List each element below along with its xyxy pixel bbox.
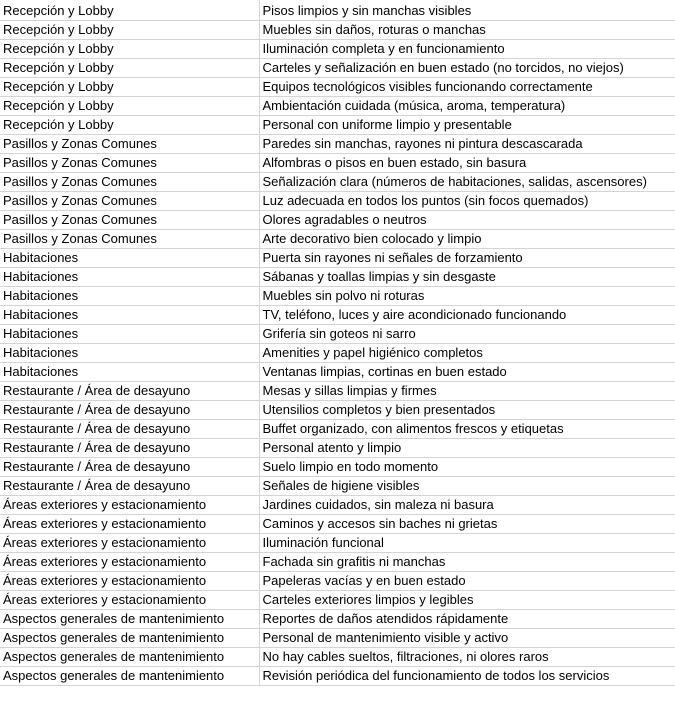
- cell-area[interactable]: Habitaciones: [0, 248, 259, 267]
- table-row: [0, 172, 675, 191]
- cell-area[interactable]: Habitaciones: [0, 362, 259, 381]
- cell-checklist-item[interactable]: Jardines cuidados, sin maleza ni basura: [259, 495, 675, 514]
- cell-checklist-item[interactable]: Muebles sin daños, roturas o manchas: [259, 20, 675, 39]
- cell-area[interactable]: Recepción y Lobby: [0, 20, 259, 39]
- cell-area[interactable]: Áreas exteriores y estacionamiento: [0, 495, 259, 514]
- cell-checklist-item[interactable]: Suelo limpio en todo momento: [259, 457, 675, 476]
- table-row: [0, 647, 675, 666]
- table-row: [0, 96, 675, 115]
- cell-area[interactable]: Áreas exteriores y estacionamiento: [0, 590, 259, 609]
- cell-checklist-item[interactable]: Olores agradables o neutros: [259, 210, 675, 229]
- cell-checklist-item[interactable]: Alfombras o pisos en buen estado, sin basura: [259, 153, 675, 172]
- cell-checklist-item[interactable]: Iluminación completa y en funcionamiento: [259, 39, 675, 58]
- cell-checklist-item[interactable]: Iluminación funcional: [259, 533, 675, 552]
- cell-area[interactable]: Restaurante / Área de desayuno: [0, 419, 259, 438]
- cell-area[interactable]: Recepción y Lobby: [0, 39, 259, 58]
- cell-checklist-item[interactable]: Carteles y señalización en buen estado (no torcidos, no viejos): [259, 58, 675, 77]
- table-row: [0, 628, 675, 647]
- table-row: [0, 210, 675, 229]
- cell-area[interactable]: Recepción y Lobby: [0, 77, 259, 96]
- table-row: [0, 134, 675, 153]
- cell-area[interactable]: Habitaciones: [0, 343, 259, 362]
- cell-checklist-item[interactable]: Luz adecuada en todos los puntos (sin focos quemados): [259, 191, 675, 210]
- cell-checklist-item[interactable]: Revisión periódica del funcionamiento de todos los servicios: [259, 666, 675, 685]
- cell-checklist-item[interactable]: Mesas y sillas limpias y firmes: [259, 381, 675, 400]
- table-row: [0, 533, 675, 552]
- cell-checklist-item[interactable]: Amenities y papel higiénico completos: [259, 343, 675, 362]
- cell-checklist-item[interactable]: Personal atento y limpio: [259, 438, 675, 457]
- cell-area[interactable]: Restaurante / Área de desayuno: [0, 381, 259, 400]
- cell-area[interactable]: Aspectos generales de mantenimiento: [0, 647, 259, 666]
- table-row: [0, 229, 675, 248]
- table-row: [0, 590, 675, 609]
- cell-area[interactable]: Pasillos y Zonas Comunes: [0, 210, 259, 229]
- table-row: [0, 343, 675, 362]
- cell-area[interactable]: Restaurante / Área de desayuno: [0, 457, 259, 476]
- table-row: [0, 514, 675, 533]
- table-row: [0, 400, 675, 419]
- cell-area[interactable]: Pasillos y Zonas Comunes: [0, 229, 259, 248]
- table-row: [0, 666, 675, 685]
- cell-area[interactable]: Recepción y Lobby: [0, 96, 259, 115]
- cell-checklist-item[interactable]: Caminos y accesos sin baches ni grietas: [259, 514, 675, 533]
- cell-area[interactable]: Áreas exteriores y estacionamiento: [0, 514, 259, 533]
- table-row: [0, 438, 675, 457]
- cell-area[interactable]: Restaurante / Área de desayuno: [0, 400, 259, 419]
- table-row: [0, 419, 675, 438]
- cell-checklist-item[interactable]: Personal con uniforme limpio y presentable: [259, 115, 675, 134]
- cell-area[interactable]: Recepción y Lobby: [0, 58, 259, 77]
- cell-area[interactable]: Recepción y Lobby: [0, 115, 259, 134]
- cell-checklist-item[interactable]: Pisos limpios y sin manchas visibles: [259, 0, 675, 20]
- table-row: [0, 362, 675, 381]
- table-row: [0, 191, 675, 210]
- cell-checklist-item[interactable]: Utensilios completos y bien presentados: [259, 400, 675, 419]
- cell-area[interactable]: Aspectos generales de mantenimiento: [0, 666, 259, 685]
- cell-area[interactable]: Habitaciones: [0, 305, 259, 324]
- cell-area[interactable]: Pasillos y Zonas Comunes: [0, 134, 259, 153]
- table-row: [0, 20, 675, 39]
- cell-checklist-item[interactable]: Fachada sin grafitis ni manchas: [259, 552, 675, 571]
- cell-checklist-item[interactable]: Paredes sin manchas, rayones ni pintura descascarada: [259, 134, 675, 153]
- table-row: [0, 153, 675, 172]
- table-row: [0, 58, 675, 77]
- cell-area[interactable]: Habitaciones: [0, 324, 259, 343]
- table-row: [0, 0, 675, 20]
- table-row: [0, 552, 675, 571]
- table-row: [0, 115, 675, 134]
- table-row: [0, 609, 675, 628]
- table-row: [0, 267, 675, 286]
- table-row: [0, 39, 675, 58]
- table-row: [0, 77, 675, 96]
- cell-area[interactable]: Restaurante / Área de desayuno: [0, 438, 259, 457]
- cell-area[interactable]: Recepción y Lobby: [0, 0, 259, 20]
- cell-area[interactable]: Áreas exteriores y estacionamiento: [0, 571, 259, 590]
- table-row: [0, 248, 675, 267]
- table-row: [0, 305, 675, 324]
- cell-checklist-item[interactable]: Arte decorativo bien colocado y limpio: [259, 229, 675, 248]
- cell-checklist-item[interactable]: Sábanas y toallas limpias y sin desgaste: [259, 267, 675, 286]
- cell-checklist-item[interactable]: Ventanas limpias, cortinas en buen estado: [259, 362, 675, 381]
- cell-checklist-item[interactable]: Puerta sin rayones ni señales de forzamiento: [259, 248, 675, 267]
- cell-checklist-item[interactable]: Grifería sin goteos ni sarro: [259, 324, 675, 343]
- cell-checklist-item[interactable]: Muebles sin polvo ni roturas: [259, 286, 675, 305]
- cell-checklist-item[interactable]: Reportes de daños atendidos rápidamente: [259, 609, 675, 628]
- cell-area[interactable]: Pasillos y Zonas Comunes: [0, 172, 259, 191]
- table-row: [0, 457, 675, 476]
- cell-area[interactable]: Áreas exteriores y estacionamiento: [0, 533, 259, 552]
- cell-area[interactable]: Habitaciones: [0, 267, 259, 286]
- cell-checklist-item[interactable]: Buffet organizado, con alimentos frescos y etiquetas: [259, 419, 675, 438]
- table-row: [0, 286, 675, 305]
- cell-checklist-item[interactable]: Señales de higiene visibles: [259, 476, 675, 495]
- cell-checklist-item[interactable]: Señalización clara (números de habitaciones, salidas, ascensores): [259, 172, 675, 191]
- cell-area[interactable]: Habitaciones: [0, 286, 259, 305]
- table-row: [0, 324, 675, 343]
- table-row: [0, 476, 675, 495]
- cell-area[interactable]: Pasillos y Zonas Comunes: [0, 191, 259, 210]
- cell-checklist-item[interactable]: Papeleras vacías y en buen estado: [259, 571, 675, 590]
- cell-checklist-item[interactable]: Carteles exteriores limpios y legibles: [259, 590, 675, 609]
- cell-area[interactable]: Áreas exteriores y estacionamiento: [0, 552, 259, 571]
- table-row: [0, 381, 675, 400]
- cell-area[interactable]: Aspectos generales de mantenimiento: [0, 628, 259, 647]
- cell-checklist-item[interactable]: Ambientación cuidada (música, aroma, temperatura): [259, 96, 675, 115]
- cell-checklist-item[interactable]: Equipos tecnológicos visibles funcionando correctamente: [259, 77, 675, 96]
- cell-area[interactable]: Pasillos y Zonas Comunes: [0, 153, 259, 172]
- cell-area[interactable]: Restaurante / Área de desayuno: [0, 476, 259, 495]
- table-row: [0, 495, 675, 514]
- cell-checklist-item[interactable]: Personal de mantenimiento visible y activo: [259, 628, 675, 647]
- table-row: [0, 571, 675, 590]
- cell-checklist-item[interactable]: TV, teléfono, luces y aire acondicionado funcionando: [259, 305, 675, 324]
- cell-checklist-item[interactable]: No hay cables sueltos, filtraciones, ni olores raros: [259, 647, 675, 666]
- cell-area[interactable]: Aspectos generales de mantenimiento: [0, 609, 259, 628]
